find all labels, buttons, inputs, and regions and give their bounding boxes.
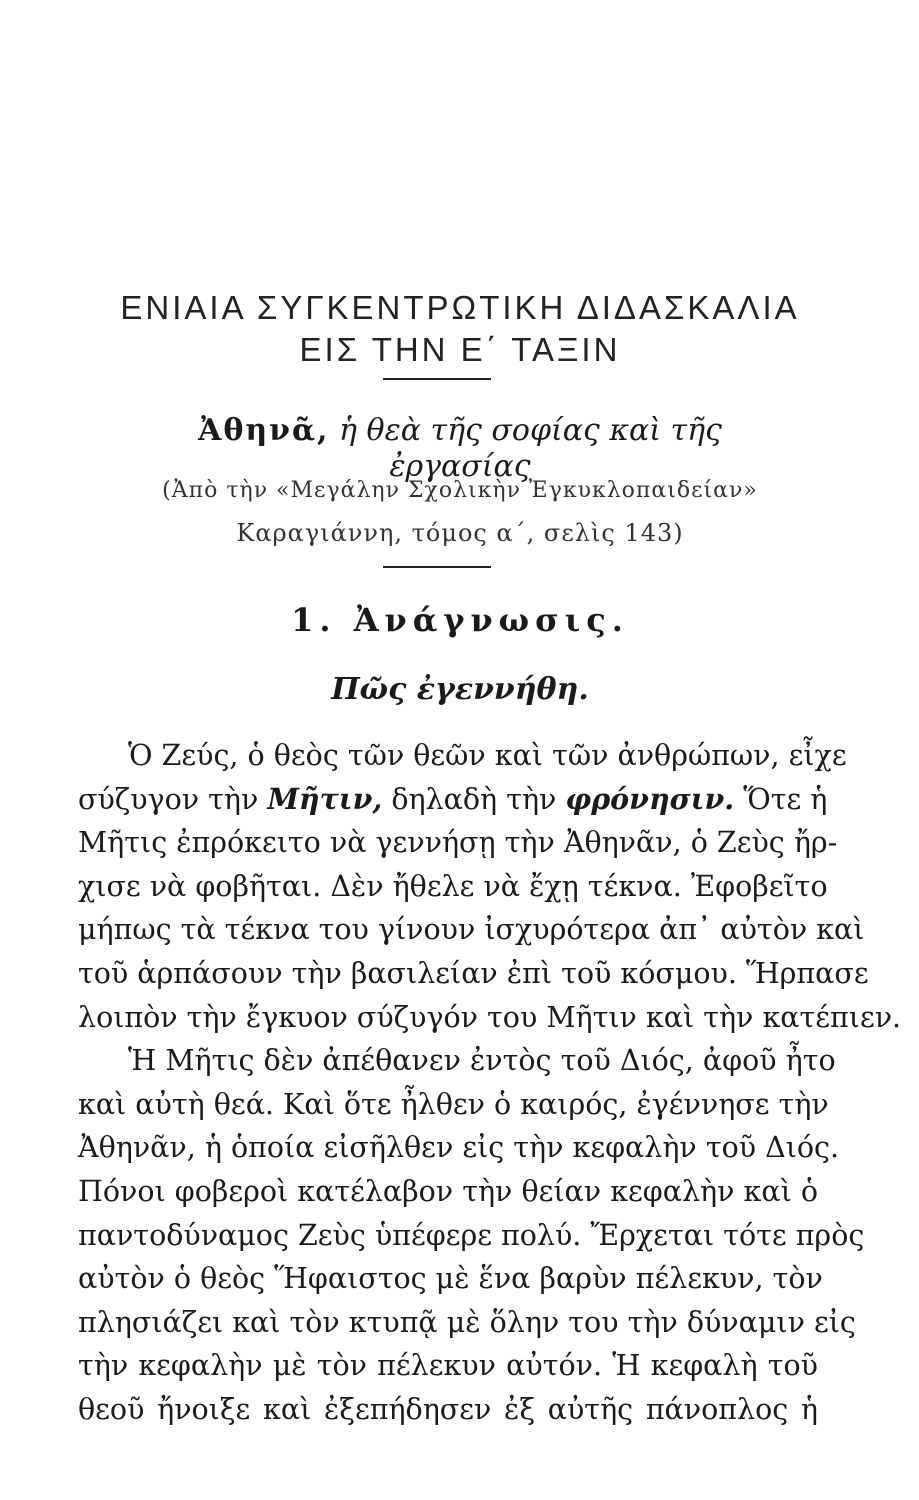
text-line: Ὁ Ζεύς, ὁ θεὸς τῶν θεῶν καὶ τῶν ἀνθρώπων, εἶχε [128, 739, 847, 772]
source-citation-line-1: (Ἀπὸ τὴν «Μεγάλην Σχολικὴν Ἐγκυκλοπαιδείαν» [162, 478, 758, 503]
subject-name: Ἀθηνᾶ, [198, 413, 330, 448]
text-line: Πόνοι φοβεροὶ κατέλαβον τὴν θείαν κεφαλὴν καὶ ὁ [78, 1174, 818, 1208]
text-line: λοιπὸν τὴν ἔγκυον σύζυγόν του Μῆτιν καὶ τὴν κατέπιεν. [78, 1000, 902, 1034]
text-line: Ἡ Μῆτις δὲν ἀπέθανεν ἐντὸς τοῦ Διός, ἀφοῦ ἦτο [128, 1044, 836, 1078]
section-heading: 1. Ἀνάγνωσις. [291, 601, 629, 639]
text-line: πλησιάζει καὶ τὸν κτυπᾷ μὲ ὅλην του τὴν δύναμιν εἰς [78, 1305, 856, 1339]
text-line: Ἀθηνᾶν, ἡ ὁποία εἰσῆλθεν εἰς τὴν κεφαλὴν τοῦ Διός. [78, 1131, 840, 1165]
page-title-line-2: ΕΙΣ ΤΗΝ Ε΄ ΤΑΞΙΝ [299, 331, 621, 368]
text-line: τὴν κεφαλὴν μὲ τὸν πέλεκυν αὐτόν. Ἡ κεφαλὴ τοῦ [78, 1349, 818, 1383]
text-line: χισε νὰ φοβῆται. Δὲν ἤθελε νὰ ἔχῃ τέκνα. Ἐφοβεῖτο [78, 869, 828, 903]
text-line: μήπως τὰ τέκνα του γίνουν ἰσχυρότερα ἀπ᾿ αὐτὸν καὶ [78, 913, 865, 947]
text-line: τοῦ ἁρπάσουν τὴν βασιλείαν ἐπὶ τοῦ κόσμου. Ἥρπασε [78, 956, 869, 990]
text-line: καὶ αὐτὴ θεά. Καὶ ὅτε ἦλθεν ὁ καιρός, ἐγέννησε τὴν [78, 1087, 829, 1121]
text-line: Μῆτις ἐπρόκειτο νὰ γεννήσῃ τὴν Ἀθηνᾶν, ὁ Ζεὺς ἤρ- [78, 826, 838, 860]
story-title: Πῶς ἐγεννήθη. [331, 672, 589, 707]
divider-rule-top [383, 378, 491, 380]
emphasized-term: φρόνησιν. [565, 781, 735, 816]
text-segment: δηλαδὴ τὴν [382, 782, 566, 816]
source-citation-line-2: Καραγιάννη, τόμος α΄, σελὶς 143) [236, 519, 684, 547]
divider-rule-bottom [383, 566, 491, 568]
text-line [78, 778, 828, 822]
emphasized-term: Μῆτιν, [267, 781, 383, 816]
text-segment: Ὅτε ἡ [734, 782, 828, 816]
page-title-line-1: ΕΝΙΑΙΑ ΣΥΓΚΕΝΤΡΩΤΙΚΗ ΔΙΔΑΣΚΑΛΙΑ [120, 289, 800, 326]
text-line: θεοῦ ἤνοιξε καὶ ἐξεπήδησεν ἐξ αὐτῆς πάνοπλος ἡ [78, 1392, 818, 1426]
text-line: παντοδύναμος Ζεὺς ὑπέφερε πολύ. Ἔρχεται τότε πρὸς [78, 1218, 865, 1252]
lesson-subject [150, 413, 770, 485]
text-segment: σύζυγον τὴν [78, 782, 268, 816]
story-body [78, 734, 902, 1432]
subject-description: ἡ θεὰ τῆς σοφίας καὶ τῆς ἐργασίας [329, 413, 722, 484]
text-line: αὐτὸν ὁ θεὸς Ἥφαιστος μὲ ἕνα βαρὺν πέλεκυν, τὸν [78, 1262, 823, 1296]
